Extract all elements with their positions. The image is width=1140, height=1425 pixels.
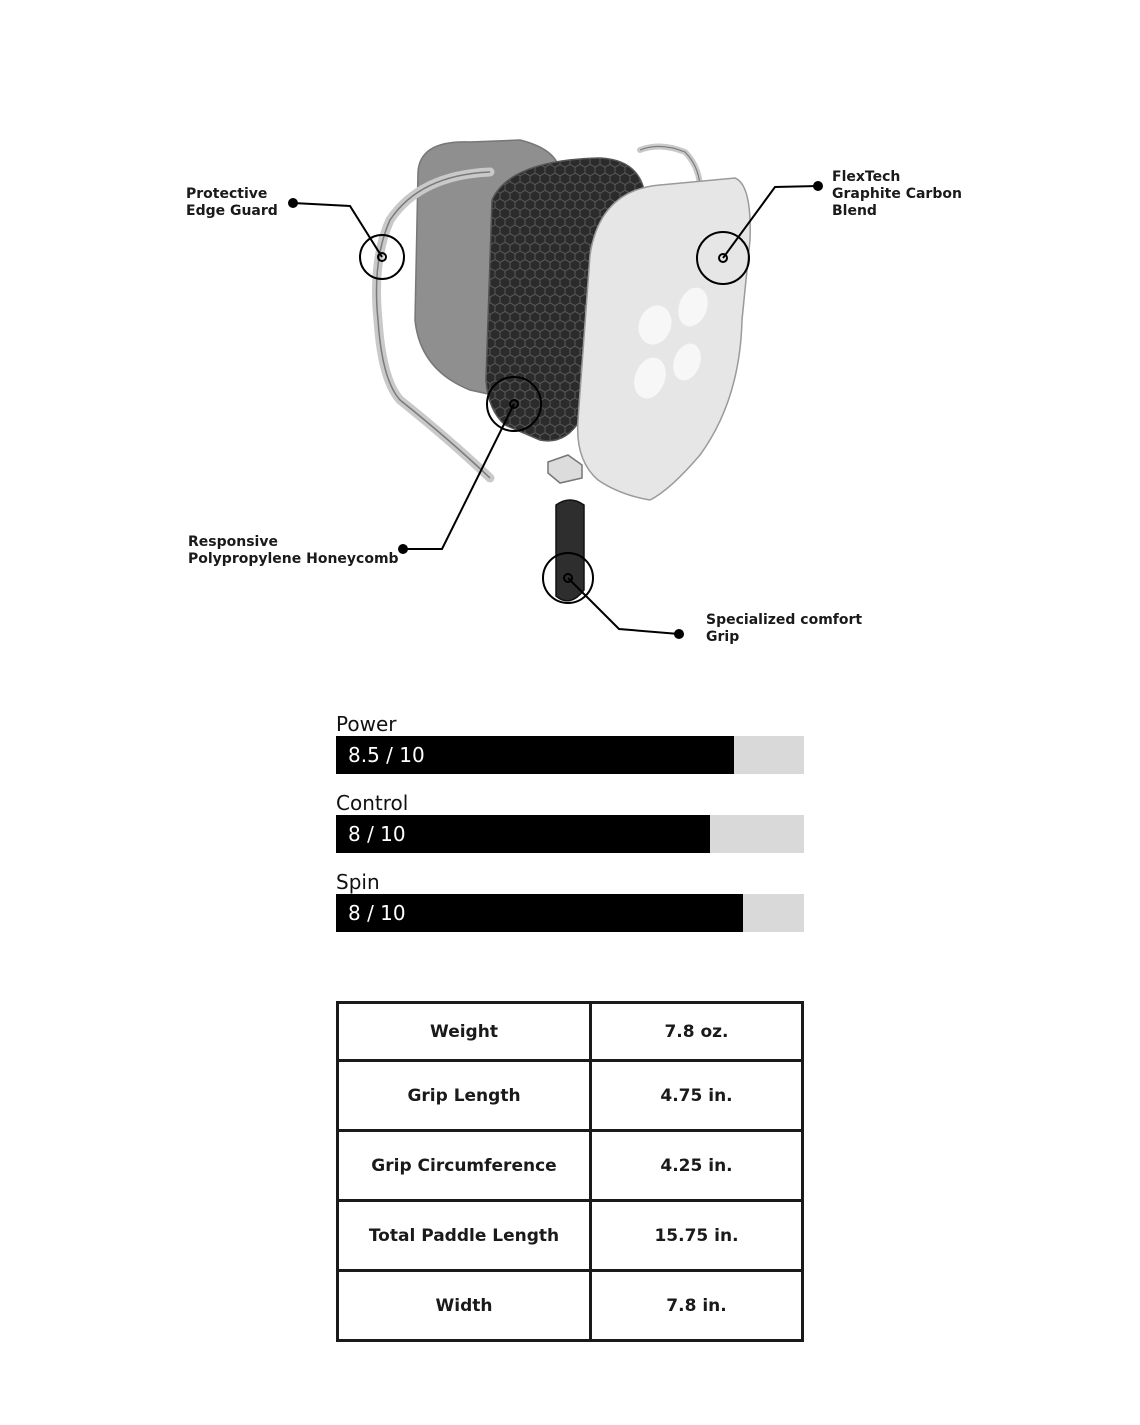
- rating-label: Power: [336, 712, 397, 736]
- rating-label: Control: [336, 791, 409, 815]
- table-row: [338, 1201, 803, 1271]
- specs-table: [336, 1001, 804, 1342]
- spec-name: Width: [338, 1271, 591, 1341]
- table-row: [338, 1131, 803, 1201]
- callout-label-grip: Specialized comfort Grip: [706, 612, 863, 645]
- spec-value: 7.8 in.: [591, 1271, 803, 1341]
- rating-bar-track: [336, 894, 804, 932]
- rating-value: 8 / 10: [348, 822, 406, 846]
- butt-cap: [548, 455, 582, 483]
- table-row: [338, 1003, 803, 1061]
- rating-bar-track: [336, 815, 804, 853]
- table-row: [338, 1271, 803, 1341]
- callout-label-edge-guard: Protective Edge Guard: [186, 186, 278, 219]
- rating-value: 8.5 / 10: [348, 743, 425, 767]
- edge-guard-top: [640, 146, 700, 185]
- paddle-exploded-diagram: [0, 0, 1140, 700]
- rating-spin: [336, 870, 804, 932]
- rating-control: [336, 791, 804, 853]
- spec-name: Total Paddle Length: [338, 1201, 591, 1271]
- spec-name: Grip Circumference: [338, 1131, 591, 1201]
- rating-bar-track: [336, 736, 804, 774]
- spec-value: 15.75 in.: [591, 1201, 803, 1271]
- callout-label-face: FlexTech Graphite Carbon Blend: [832, 169, 962, 219]
- rating-label: Spin: [336, 870, 380, 894]
- spec-name: Weight: [338, 1003, 591, 1061]
- grip: [556, 500, 584, 601]
- rating-value: 8 / 10: [348, 901, 406, 925]
- rating-power: [336, 712, 804, 774]
- callout-label-core: Responsive Polypropylene Honeycomb: [188, 534, 399, 567]
- spec-value: 4.75 in.: [591, 1061, 803, 1131]
- spec-name: Grip Length: [338, 1061, 591, 1131]
- table-row: [338, 1061, 803, 1131]
- spec-value: 4.25 in.: [591, 1131, 803, 1201]
- spec-value: 7.8 oz.: [591, 1003, 803, 1061]
